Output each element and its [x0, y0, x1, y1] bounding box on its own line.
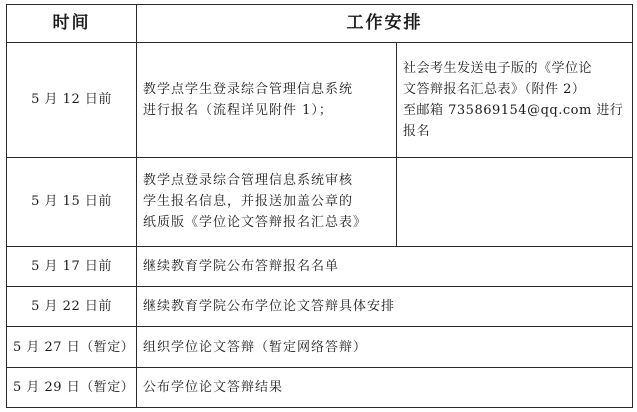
task-line: 至邮箱 735869154@qq.com 进行 [403, 102, 624, 118]
header-work-arrangement: 工作安排 [137, 5, 633, 43]
table-row [7, 327, 633, 367]
table-header-row [7, 5, 633, 43]
task-line: 社会考生发送电子版的《学位论 [403, 60, 593, 76]
row-date: 5 月 12 日前 [7, 43, 137, 158]
row-date: 5 月 29 日（暂定） [7, 367, 137, 407]
row-task: 继续教育学院公布答辩报名名单 [137, 246, 633, 286]
row-task [137, 43, 397, 158]
task-line: 教学点学生登录综合管理信息系统 [143, 81, 354, 97]
task-line: 教学点登录综合管理信息系统审核 [143, 173, 354, 189]
table-row [7, 157, 633, 246]
row-date: 5 月 22 日前 [7, 287, 137, 327]
row-date: 5 月 15 日前 [7, 157, 137, 246]
row-date: 5 月 27 日（暂定） [7, 327, 137, 367]
schedule-table [6, 4, 633, 408]
table-row [7, 287, 633, 327]
row-task-social-candidates [397, 43, 633, 158]
row-task: 组织学位论文答辩（暂定网络答辩） [137, 327, 633, 367]
header-time: 时间 [7, 5, 137, 43]
task-line: 文答辩报名汇总表》（附件 2） [403, 81, 586, 97]
row-date: 5 月 17 日前 [7, 246, 137, 286]
table-row [7, 43, 633, 158]
task-line: 学生报名信息，并报送加盖公章的 [143, 194, 354, 210]
task-line: 报名 [403, 123, 431, 139]
task-line: 进行报名（流程详见附件 1）； [143, 102, 333, 118]
table-row [7, 246, 633, 286]
table-row [7, 367, 633, 407]
row-task [137, 157, 397, 246]
task-line: 纸质版《学位论文答辩报名汇总表》 [143, 215, 368, 231]
row-task: 继续教育学院公布学位论文答辩具体安排 [137, 287, 633, 327]
row-task-empty [397, 157, 633, 246]
row-task: 公布学位论文答辩结果 [137, 367, 633, 407]
